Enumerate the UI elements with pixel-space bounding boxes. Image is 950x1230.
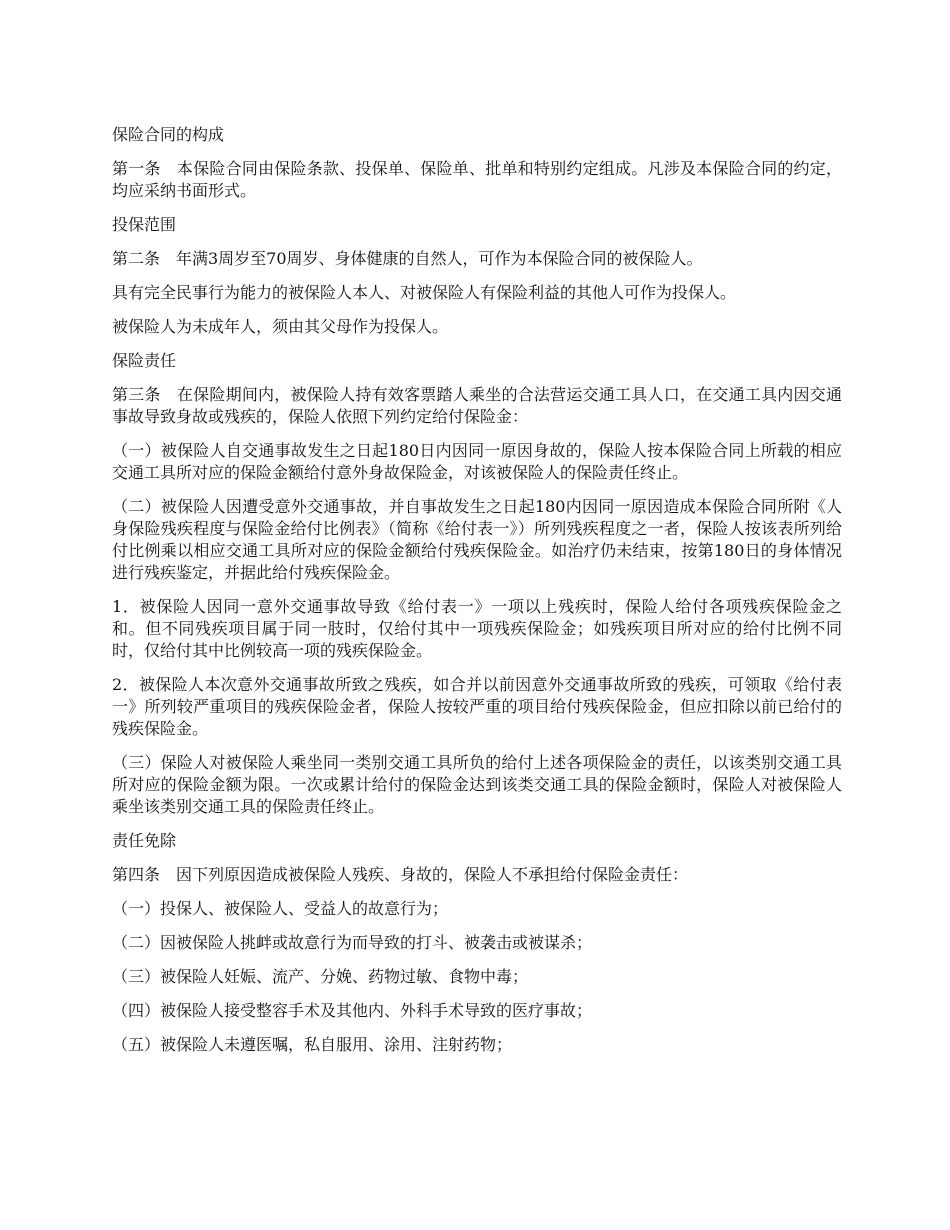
article-2-policyholder: 具有完全民事行为能力的被保险人本人、对被保险人有保险利益的其他人可作为投保人。 [112, 283, 737, 302]
article-2: 第二条 年满3周岁至70周岁、身体健康的自然人，可作为本保险合同的被保险人。 [112, 249, 703, 268]
section-heading-exclusions: 责任免除 [112, 831, 177, 850]
article-3: 第三条 在保险期间内，被保险人持有效客票踏人乘坐的合法营运交通工具人口，在交通工具内因交通事故导致身故或残疾的，保险人依照下列约定给付保险金： [112, 385, 842, 426]
article-2-minor: 被保险人为未成年人，须由其父母作为投保人。 [112, 317, 449, 336]
article-4-item-4: （四）被保险人接受整容手术及其他内、外科手术导致的医疗事故； [112, 1001, 593, 1020]
article-3-item-2: （二）被保险人因遭受意外交通事故，并自事故发生之日起180内因同一原因造成本保险合同所附《人身保险残疾程度与保险金给付比例表》（简称《给付表一》）所列残疾程度之一者，保险人按该表所列给付比例乘以相应交通工具所对应的保险金额给付残疾保险金。如治疗仍未结束，按第180日的身体情况进行残疾鉴定，并据此给付残疾保险金。 [112, 497, 842, 582]
section-heading-scope: 投保范围 [112, 215, 177, 234]
article-3-item-1: （一）被保险人自交通事故发生之日起180日内因同一原因身故的，保险人按本保险合同上所载的相应交通工具所对应的保险金额给付意外身故保险金，对该被保险人的保险责任终止。 [112, 441, 842, 482]
article-3-item-2-clause-1: 1．被保险人因同一意外交通事故导致《给付表一》一项以上残疾时，保险人给付各项残疾保险金之和。但不同残疾项目属于同一肢时，仅给付其中一项残疾保险金；如残疾项目所对应的给付比例不同时，仅给付其中比例较高一项的残疾保险金。 [112, 597, 842, 660]
document-body [112, 124, 842, 1068]
article-4-item-1: （一）投保人、被保险人、受益人的故意行为； [112, 899, 449, 918]
article-3-item-2-clause-2: 2．被保险人本次意外交通事故所致之残疾，如合并以前因意外交通事故所致的残疾，可领取《给付表一》所列较严重项目的残疾保险金者，保险人按较严重的项目给付残疾保险金，但应扣除以前已给付的残疾保险金。 [112, 675, 842, 738]
article-4-item-5: （五）被保险人未遵医嘱，私自服用、涂用、注射药物； [112, 1035, 513, 1054]
article-1: 第一条 本保险合同由保险条款、投保单、保险单、批单和特别约定组成。凡涉及本保险合同的约定，均应采纳书面形式。 [112, 159, 842, 200]
article-4: 第四条 因下列原因造成被保险人残疾、身故的，保险人不承担给付保险金责任： [112, 865, 689, 884]
article-3-item-3: （三）保险人对被保险人乘坐同一类别交通工具所负的给付上述各项保险金的责任，以该类别交通工具所对应的保险金额为限。一次或累计给付的保险金达到该类交通工具的保险金额时，保险人对被保险人乘坐该类别交通工具的保险责任终止。 [112, 753, 842, 816]
section-heading-composition: 保险合同的构成 [112, 125, 225, 144]
article-4-item-2: （二）因被保险人挑衅或故意行为而导致的打斗、被袭击或被谋杀； [112, 933, 593, 952]
section-heading-liability: 保险责任 [112, 351, 177, 370]
article-4-item-3: （三）被保险人妊娠、流产、分娩、药物过敏、食物中毒； [112, 967, 529, 986]
